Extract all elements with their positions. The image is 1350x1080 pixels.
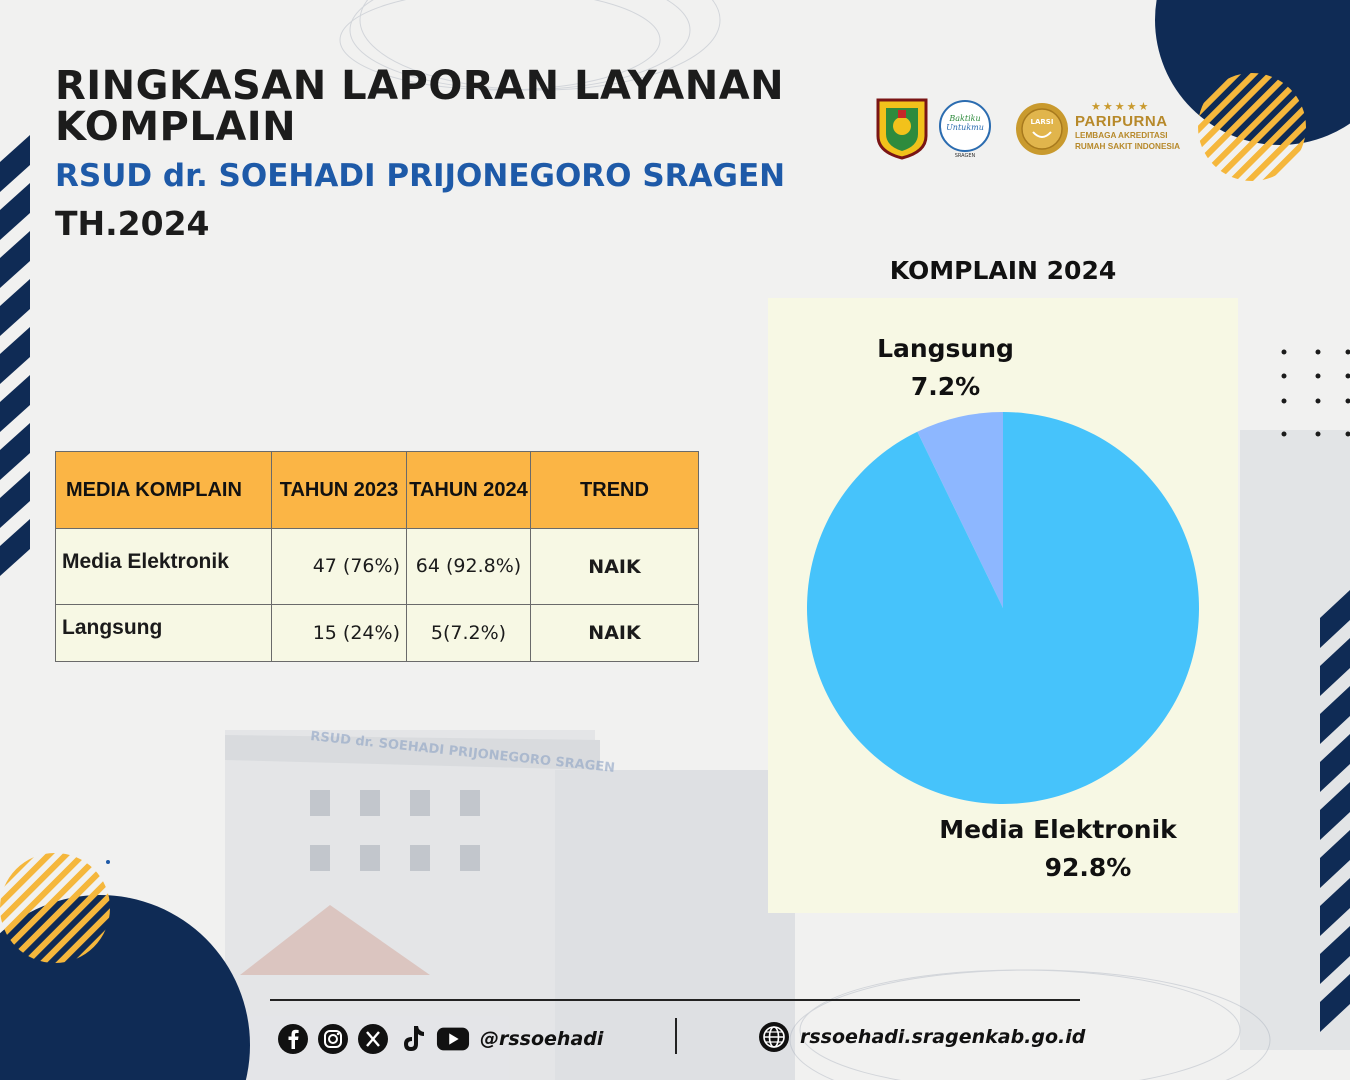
footer-line xyxy=(270,999,1080,1001)
larsi-label: LARSI xyxy=(1030,118,1054,126)
hospital-name: RSUD dr. SOEHADI PRIJONEGORO SRAGEN xyxy=(55,158,786,194)
globe-icon xyxy=(758,1021,790,1053)
table-row xyxy=(56,529,699,605)
paripurna-stars: ★★★★★ xyxy=(1091,100,1151,113)
chart-panel xyxy=(768,298,1238,913)
website-url[interactable]: rssoehadi.sragenkab.go.id xyxy=(800,1026,1086,1048)
x-twitter-icon[interactable] xyxy=(356,1022,390,1056)
paripurna-title: PARIPURNA xyxy=(1075,113,1168,130)
instagram-icon[interactable] xyxy=(316,1022,350,1056)
facebook-icon[interactable] xyxy=(276,1022,310,1056)
tiktok-icon[interactable] xyxy=(396,1022,430,1056)
cell-trend: NAIK xyxy=(531,529,699,605)
label-media-elektronik xyxy=(938,811,1178,887)
label-langsung-name: Langsung xyxy=(877,334,1014,363)
social-links xyxy=(276,1021,603,1057)
table-header-row xyxy=(56,452,699,529)
building-sign: RSUD dr. SOEHADI PRIJONEGORO SRAGEN xyxy=(309,729,616,776)
paripurna-accreditation xyxy=(1075,100,1185,152)
bakti-line2: Untukmu xyxy=(946,123,984,132)
chart-title: KOMPLAIN 2024 xyxy=(889,256,1117,285)
dot-grid-decoration xyxy=(1278,345,1350,440)
baktiku-untukmu-logo xyxy=(938,96,992,160)
social-handle[interactable]: @rssoehadi xyxy=(480,1028,604,1050)
cell-trend: NAIK xyxy=(531,605,699,662)
table-row xyxy=(56,605,699,662)
label-media-value: 92.8% xyxy=(1044,853,1132,882)
col-header-trend: TREND xyxy=(531,452,699,529)
page-title: RINGKASAN LAPORAN LAYANAN KOMPLAIN xyxy=(55,63,785,150)
cell-2024: 64 (92.8%) xyxy=(407,529,531,605)
cell-media: Media Elektronik xyxy=(56,529,272,605)
paripurna-line1: LEMBAGA AKREDITASI xyxy=(1075,131,1168,140)
cell-2023: 47 (76%) xyxy=(272,529,407,605)
paripurna-line2: RUMAH SAKIT INDONESIA xyxy=(1075,142,1181,151)
cell-2024: 5(7.2%) xyxy=(407,605,531,662)
label-langsung-value: 7.2% xyxy=(910,372,981,401)
sragen-regency-emblem-icon xyxy=(876,96,928,160)
label-media-name: Media Elektronik xyxy=(939,815,1177,844)
bakti-bottom: SRAGEN xyxy=(954,153,976,159)
label-langsung xyxy=(858,330,1033,406)
youtube-icon[interactable] xyxy=(436,1022,470,1056)
larsi-seal-icon xyxy=(1015,102,1069,156)
col-header-media: MEDIA KOMPLAIN xyxy=(56,452,272,529)
footer-divider xyxy=(675,1018,677,1054)
cell-2023: 15 (24%) xyxy=(272,605,407,662)
pie-slice-media-elektronik xyxy=(807,412,1199,804)
complaint-table xyxy=(55,451,699,662)
title-block xyxy=(55,63,875,243)
cell-media: Langsung xyxy=(56,605,272,662)
col-header-2024: TAHUN 2024 xyxy=(407,452,531,529)
col-header-2023: TAHUN 2023 xyxy=(272,452,407,529)
bakti-line1: Baktiku xyxy=(949,114,981,123)
website-link[interactable] xyxy=(758,1021,1085,1053)
report-year: TH.2024 xyxy=(55,204,210,243)
